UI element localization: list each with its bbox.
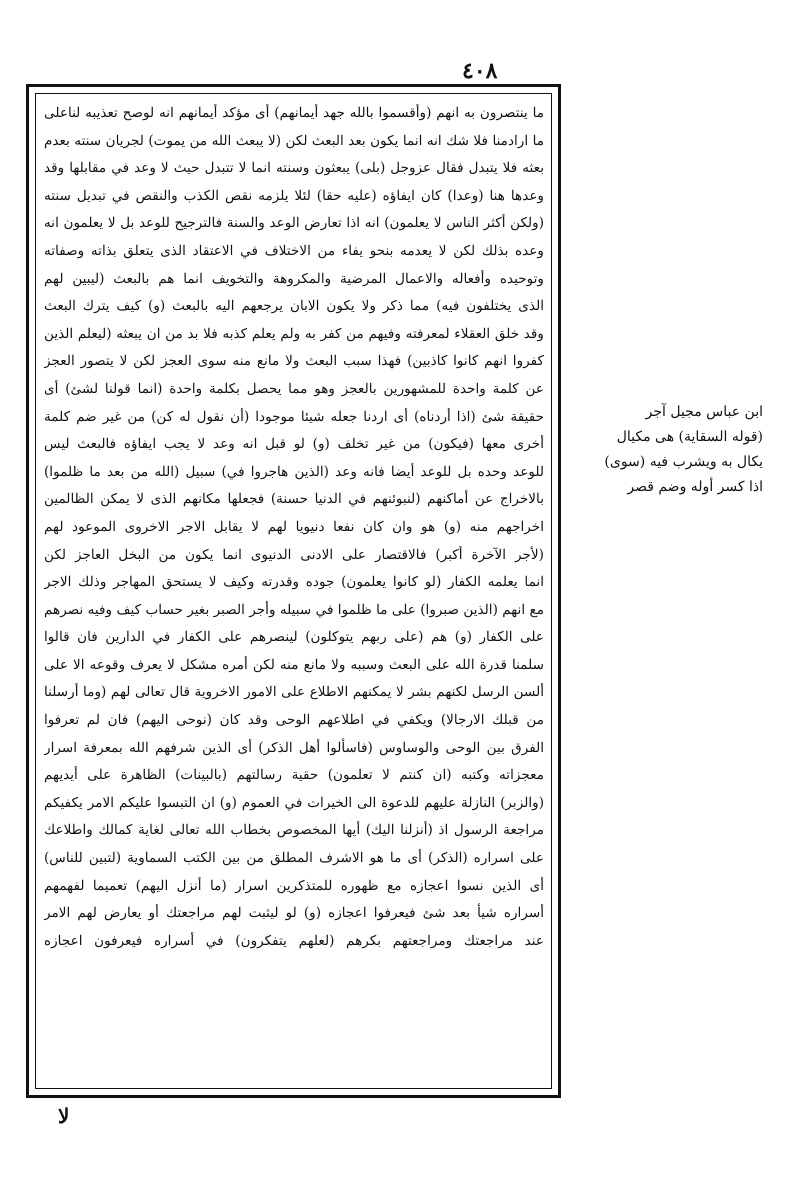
page-frame-inner (35, 93, 552, 1089)
text-line: حقيقة شئ (اذا أردناه) أى اردنا جعله شيئا موجودا (أن نقول له كن) من غير ضم كلمة (44, 408, 544, 425)
main-text-block (44, 100, 544, 955)
text-line: ألسن الرسل لكنهم بشر لا يمكنهم الاطلاع على الامور الاخروية قال تعالى لهم (وما أرسلنا (44, 684, 544, 701)
text-line: وتوحيده وأفعاله والاعمال المرضية والمكروهة والتخويف انما هم بالبعث (ليبين لهم (44, 270, 544, 287)
text-line: كفروا انهم كانوا كاذبين) فهذا سبب البعث ولا مانع منه سوى العجز لكن لا يتصور العجز (44, 353, 544, 370)
text-line: على الكفار (و) هم (على ربهم يتوكلون) لينصرهم على الكفار في الدارين فان قالوا (44, 629, 544, 646)
text-line: (ولكن أكثر الناس لا يعلمون) انه اذا تعارض الوعد والسنة فالترجيح للوعد بل لا يعلمون انه (44, 215, 544, 232)
text-line: اخراجهم منه (و) هو وان كان نفعا دنيويا لهم لا يقابل الاجر الاخروى الموعود لهم (44, 518, 544, 535)
text-line: ما ينتصرون به انهم (وأقسموا بالله جهد أيمانهم) أى مؤكد أيمانهم انه لوصح تعذيبه لناعلى (44, 105, 544, 121)
margin-note-line: اذا كسر أوله وضم قصر (627, 479, 763, 495)
text-line: معجزاته وكتبه (ان كنتم لا تعلمون) حقية رسالتهم (بالبينات) الظاهرة على أيديهم (44, 767, 544, 784)
text-line: على اسراره (الذكر) أى ما هو الاشرف المطلق من بين الكتب السماوية (لتبين للناس) (44, 850, 544, 867)
margin-note (573, 400, 763, 500)
text-line: الذى يختلفون فيه) مما ذكر ولا يكون الابان يرجعهم اليه بالبعث (و) كيف يترك البعث (44, 298, 544, 315)
text-line: عن كلمة واحدة للمشهورين بالعجز وهو مما يحصل بكلمة واحدة (انما قولنا لشئ) أى (44, 380, 544, 397)
text-line: انما يعلمه الكفار (لو كانوا يعلمون) جوده وقدرته وكيف لا يستحق المهاجر وذلك الاجر (44, 574, 544, 591)
text-line: مع انهم (الذين صبروا) على ما ظلموا في سبيله وأجر الصبر بغير حساب كيف وفيه نصرهم (44, 601, 544, 618)
text-line: بعثه فلا يتبدل فقال عزوجل (بلى) يبعثون وسنته انما لا تتبدل حيث لا وعد في مقابلها وقد (44, 160, 544, 177)
page-number: ٤٠٨ (462, 58, 498, 84)
margin-note-line: (قوله السقاية) هى مكيال (616, 429, 763, 445)
text-line: أخرى معها (فيكون) من غير تخلف (و) لو قبل انه وعد لا يجب ايفاؤه فالبعث ليس (44, 436, 544, 453)
text-line: الفرق بين الوحى والوساوس (فاسألوا أهل الذكر) أى الذين شرفهم الله بمعرفة اسرار (44, 739, 544, 756)
text-line: وعدها هنا (وعدا) كان ايفاؤه (عليه حقا) لئلا يلزمه نقص الكذب والنقص في تبديل سنته (44, 187, 544, 204)
footer-mark: لا (58, 1104, 70, 1128)
text-line: سلمنا قدرة الله على البعث وسببه ولا مانع منه لكن أمره مشكل لا يعرف وقوعه الا على (44, 656, 544, 673)
text-line: وقد خلق العقلاء لمعرفته وفيهم من كفر به ولم يعلم كذبه فلا بد من ان يبعثه (ليعلم الذين (44, 325, 544, 342)
text-line: ما ارادمنا فلا شك انه انما يكون بعد البعث لكن (لا يبعث الله من يموت) لجريان سنته بعدم (44, 132, 544, 149)
text-line: للوعد وحده بل للوعد أيضا فانه وعد (الذين هاجروا في) سبيل (الله من بعد ما ظلموا) (44, 463, 544, 480)
margin-note-line: يكال به ويشرب فيه (سوى) (604, 454, 763, 470)
text-line: أسراره شيأ بعد شئ فيعرفوا اعجازه (و) لو ليثبت لهم مراجعتك أو يعارض لهم الامر (44, 905, 544, 922)
text-line: من قبلك الارجالا) ويكفي في اطلاعهم الوحى وقد كان (نوحى اليهم) فان لم تعرفوا (44, 712, 544, 729)
text-line: وعده بذلك لكن لا يعدمه بنحو يفاء من الاختلاف في الاعتقاد الذى يتعلق بذاته وصفاته (44, 242, 544, 259)
text-line: بالاخراج عن أماكنهم (لنبوئنهم في الدنيا حسنة) فجعلها مكانهم الذى لا يمكن الظالمين (44, 491, 544, 508)
margin-note-line: ابن عباس مجيل آجر (645, 404, 763, 420)
text-line: مراجعة الرسول اذ (أنزلنا اليك) أيها المخصوص بخطاب الله تعالى لغاية كمالك واطلاعك (44, 822, 544, 839)
text-line: (والزبر) النازلة عليهم للدعوة الى الخيرات في العموم (و) ان التبسوا عليكم الامر يكفيكم (44, 794, 544, 811)
text-line: (لأجر الآخرة أكبر) فالاقتصار على الادنى الدنيوى انما يكون من البخل العاجز لكن (44, 546, 544, 563)
text-line: عند مراجعتك ومراجعتهم بكرهم (لعلهم يتفكرون) في أسراره فيعرفون اعجازه (44, 932, 544, 949)
text-line: أى الذين نسوا اعجازه مع ظهوره للمتذكرين اسرار (ما أنزل اليهم) تعميما لفهمهم (44, 877, 544, 894)
